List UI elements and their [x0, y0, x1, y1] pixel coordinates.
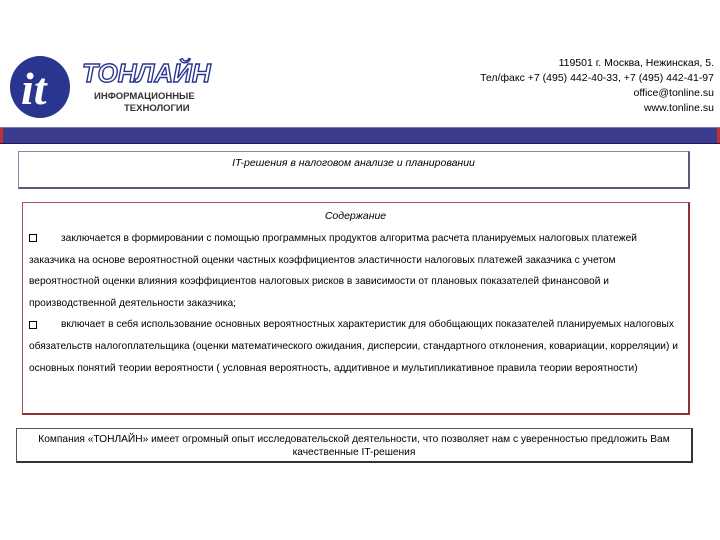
content-item-2	[29, 314, 682, 379]
company-logo	[4, 54, 219, 120]
header-bar-left-accent	[0, 128, 3, 143]
content-box	[22, 202, 690, 415]
logo-mark: it	[21, 63, 47, 114]
content-item-1	[29, 228, 682, 314]
square-bullet-icon	[29, 234, 37, 242]
content-item-2-text: включает в себя использование основных вероятностных характеристик для обобщающих показателей планируемых налоговых обязательств налогоплательщика (оценки математического ожидания, дисперсии, стандартного отклонения, ковариации, корреляции) и основных понятий теории вероятности ( условная вероятность, аддитивное и мультипликативное правила теории вероятности)	[29, 319, 678, 374]
header-divider-bar	[0, 127, 720, 144]
content-item-1-text: заключается в формировании с помощью программных продуктов алгоритма расчета планируемых налоговых платежей заказчика на основе вероятностной оценки частных коэффициентов эластичности налоговых платежей заказчика с учетом вероятностной оценки влияния коэффициентов налоговых рисков в зависимости от плановых показателей финансовой и производственной деятельности заказчика;	[29, 233, 637, 309]
title-box	[18, 151, 690, 189]
square-bullet-icon	[29, 321, 37, 329]
footer-box	[16, 428, 693, 463]
contact-phone: Тел/факс +7 (495) 442-40-33, +7 (495) 442-41-97	[480, 72, 714, 84]
contact-email[interactable]: office@tonline.su	[633, 87, 714, 99]
logo-graphic	[4, 54, 219, 120]
contact-info	[480, 56, 714, 116]
logo-subtitle-2: ТЕХНОЛОГИИ	[124, 103, 190, 114]
logo-wordmark: ТОНЛАЙН	[82, 58, 211, 88]
contact-address: 119501 г. Москва, Нежинская, 5.	[558, 57, 714, 69]
page-title: IT-решения в налоговом анализе и планировании	[232, 157, 475, 169]
logo-subtitle-1: ИНФОРМАЦИОННЫЕ	[94, 91, 195, 102]
contact-website[interactable]: www.tonline.su	[643, 102, 714, 114]
content-heading: Содержание	[324, 210, 387, 222]
footer-text: Компания «ТОНЛАЙН» имеет огромный опыт исследовательской деятельности, что позволяет нам с уверенностью предложить Вам качественные IT-решения	[38, 434, 670, 458]
